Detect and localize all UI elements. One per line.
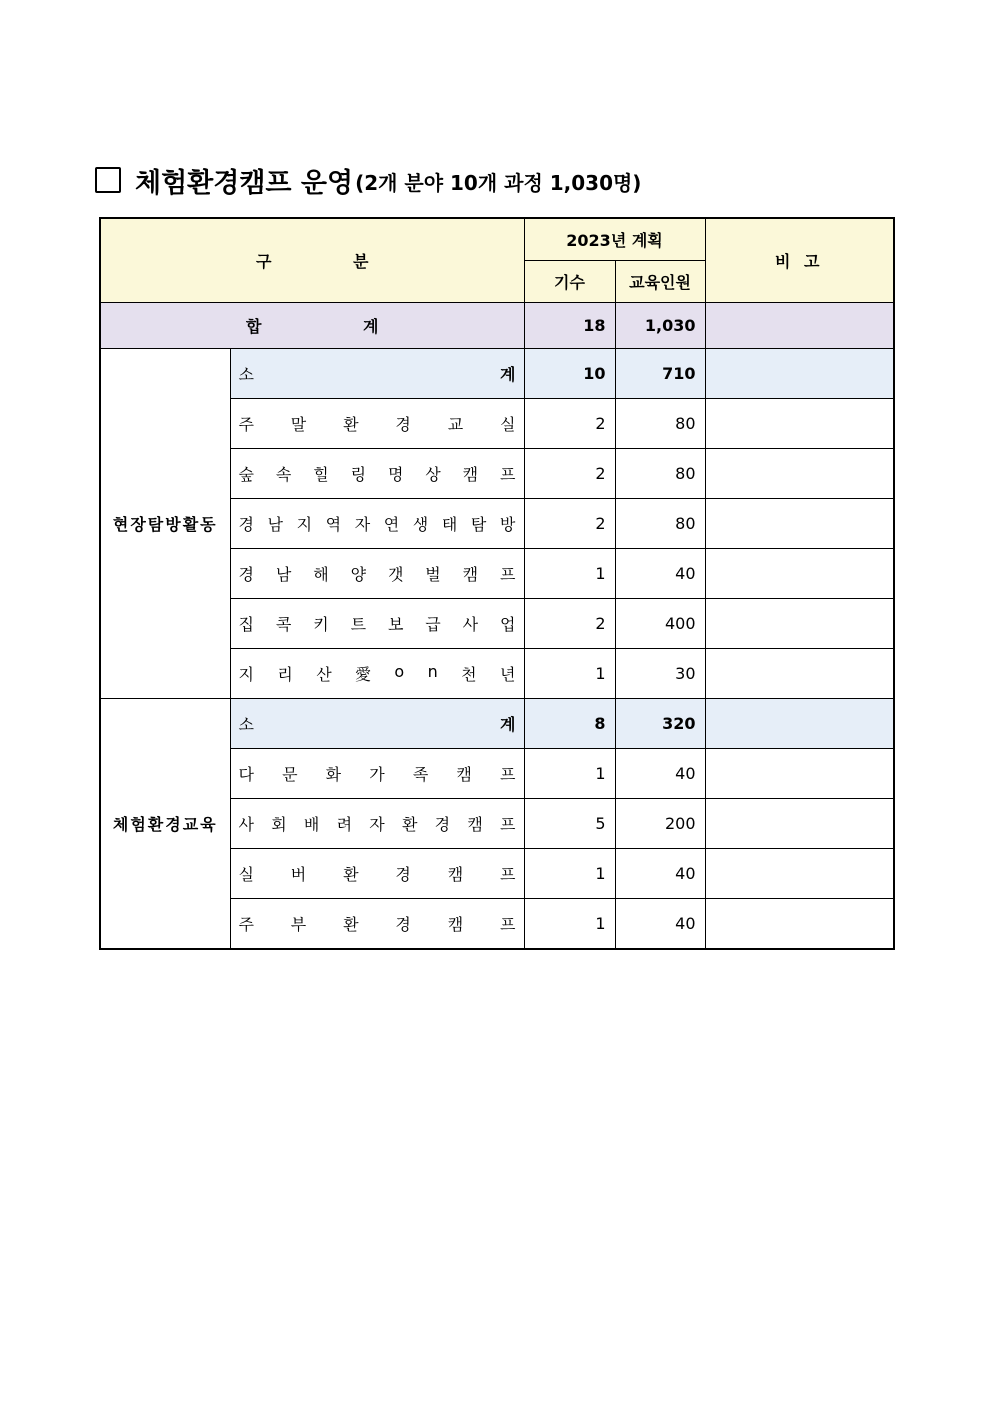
program-name-char: 환 — [343, 865, 359, 884]
program-sessions: 2 — [524, 449, 615, 499]
program-sessions: 5 — [524, 799, 615, 849]
program-name-char: 프 — [500, 815, 516, 834]
program-name — [230, 649, 524, 699]
program-name — [230, 449, 524, 499]
program-name-text — [231, 612, 524, 635]
program-sessions: 1 — [524, 749, 615, 799]
program-name-char: 경 — [434, 815, 451, 834]
program-name-char: 화 — [325, 765, 342, 784]
program-remarks — [705, 449, 894, 499]
subtotal-trainees: 710 — [615, 349, 705, 399]
subtotal-label-left: 소 — [238, 365, 254, 384]
subtotal-label — [230, 699, 524, 749]
program-sessions: 1 — [524, 649, 615, 699]
page-title: 체험환경캠프 운영 — [135, 167, 354, 199]
subtotal-trainees: 320 — [615, 699, 705, 749]
program-name-char: 실 — [238, 865, 254, 884]
program-name-char: 사 — [238, 815, 254, 834]
program-name-text — [231, 862, 524, 885]
program-name-char: 리 — [277, 665, 293, 684]
camp-plan-table — [99, 217, 895, 950]
program-name-char: 말 — [290, 415, 307, 434]
program-name-char: 경 — [395, 865, 411, 884]
program-name-char: 회 — [271, 815, 287, 834]
program-name-text — [231, 512, 524, 535]
program-trainees: 40 — [615, 749, 705, 799]
program-name-char: 연 — [383, 515, 400, 534]
program-name-char: 족 — [412, 765, 429, 784]
program-name-char: 집 — [238, 615, 254, 634]
program-name-char: 자 — [354, 515, 371, 534]
program-remarks — [705, 749, 894, 799]
program-trainees: 40 — [615, 899, 705, 950]
program-name-char: 환 — [401, 815, 418, 834]
total-label: 합 계 — [100, 303, 524, 349]
program-name-char: 프 — [500, 565, 516, 584]
program-name-char: 경 — [238, 515, 254, 534]
program-name-char: 방 — [499, 515, 516, 534]
program-name — [230, 549, 524, 599]
program-sessions: 2 — [524, 399, 615, 449]
subtotal-sessions: 8 — [524, 699, 615, 749]
program-remarks — [705, 799, 894, 849]
program-name-char: 캠 — [462, 565, 479, 584]
program-name-char: 남 — [275, 565, 292, 584]
program-sessions: 2 — [524, 499, 615, 549]
program-name-char: 남 — [267, 515, 284, 534]
program-name — [230, 799, 524, 849]
program-trainees: 80 — [615, 399, 705, 449]
program-name-char: 프 — [499, 765, 516, 784]
program-name-char: 프 — [500, 465, 516, 484]
program-trainees: 80 — [615, 499, 705, 549]
header-plan-2023: 2023년 계획 — [524, 218, 705, 261]
program-name-char: 愛 — [355, 665, 372, 684]
program-name-text — [231, 462, 524, 485]
total-trainees: 1,030 — [615, 303, 705, 349]
program-remarks — [705, 849, 894, 899]
program-remarks — [705, 649, 894, 699]
program-name-char: 캠 — [462, 465, 479, 484]
program-sessions: 1 — [524, 549, 615, 599]
program-name-text — [231, 412, 524, 435]
program-sessions: 1 — [524, 899, 615, 950]
program-trainees: 30 — [615, 649, 705, 699]
program-name-char: 려 — [336, 815, 353, 834]
subtotal-remarks — [705, 349, 894, 399]
program-name-char: 업 — [500, 615, 516, 634]
checkbox-icon — [95, 167, 121, 193]
program-name-char: 키 — [313, 615, 329, 634]
program-name-text — [231, 812, 524, 835]
program-name-char: 콕 — [275, 615, 292, 634]
program-trainees: 200 — [615, 799, 705, 849]
header-sessions: 기수 — [524, 261, 615, 303]
program-sessions: 1 — [524, 849, 615, 899]
program-trainees: 40 — [615, 849, 705, 899]
subtotal-label-left: 소 — [238, 715, 254, 734]
header-trainees: 교육인원 — [615, 261, 705, 303]
program-name-char: 프 — [499, 915, 516, 934]
total-row — [100, 303, 894, 349]
program-name-char: 양 — [350, 565, 367, 584]
program-name-char: 힐 — [313, 465, 329, 484]
program-name-char: 벌 — [425, 565, 441, 584]
program-name — [230, 899, 524, 950]
program-name-char: 경 — [395, 915, 411, 934]
program-name-char: 주 — [238, 415, 254, 434]
program-name-char: 사 — [462, 615, 479, 634]
program-remarks — [705, 399, 894, 449]
program-trainees: 80 — [615, 449, 705, 499]
program-name-char: 배 — [303, 815, 320, 834]
program-name-char: 실 — [499, 415, 516, 434]
program-name-char: 탐 — [470, 515, 487, 534]
subtotal-row — [100, 699, 894, 749]
program-remarks — [705, 549, 894, 599]
program-name-text — [231, 562, 524, 585]
program-name-text — [231, 912, 524, 935]
program-remarks — [705, 599, 894, 649]
program-name-char: 부 — [290, 915, 307, 934]
program-name — [230, 599, 524, 649]
program-name-char: 프 — [499, 865, 516, 884]
program-name-char: 산 — [316, 665, 332, 684]
program-name-char: 자 — [369, 815, 385, 834]
total-sessions: 18 — [524, 303, 615, 349]
program-name-char: 급 — [425, 615, 441, 634]
program-name-char: 속 — [275, 465, 292, 484]
section-heading — [95, 160, 641, 200]
program-name-char: 주 — [238, 915, 254, 934]
subtotal-sessions: 10 — [524, 349, 615, 399]
subtotal-label-right: 계 — [500, 365, 516, 384]
program-name-char: 캠 — [447, 915, 464, 934]
program-sessions: 2 — [524, 599, 615, 649]
program-name-char: 다 — [238, 765, 254, 784]
program-name — [230, 499, 524, 549]
program-name-char: 경 — [238, 565, 254, 584]
program-name-char: 버 — [290, 865, 307, 884]
program-name-char: 천 — [461, 665, 477, 684]
program-name-char: 경 — [395, 415, 411, 434]
program-name-char: 갯 — [387, 565, 404, 584]
group-name: 체험환경교육 — [100, 699, 230, 950]
program-name-char: 지 — [238, 665, 254, 684]
program-name-char: 상 — [425, 465, 441, 484]
header-row — [100, 218, 894, 261]
subtotal-remarks — [705, 699, 894, 749]
program-name — [230, 399, 524, 449]
program-name-char: 캠 — [447, 865, 464, 884]
program-name-char: 캠 — [467, 815, 483, 834]
program-name — [230, 749, 524, 799]
program-name-char: 생 — [412, 515, 429, 534]
group-name: 현장탐방활동 — [100, 349, 230, 699]
program-name-text — [231, 662, 524, 685]
program-name-char: 환 — [343, 915, 359, 934]
program-name-char: o — [394, 662, 405, 681]
program-name — [230, 849, 524, 899]
program-name-char: 숲 — [238, 465, 254, 484]
subtotal-label — [230, 349, 524, 399]
program-name-char: 지 — [296, 515, 313, 534]
subtotal-row — [100, 349, 894, 399]
program-name-char: 캠 — [456, 765, 472, 784]
header-remarks: 비 고 — [705, 218, 894, 303]
program-name-char: 보 — [387, 615, 404, 634]
program-name-text — [231, 762, 524, 785]
page-subtitle: (2개 분야 10개 과정 1,030명) — [355, 170, 642, 195]
program-name-char: n — [427, 662, 438, 681]
subtotal-label-right: 계 — [500, 715, 516, 734]
program-trainees: 400 — [615, 599, 705, 649]
program-name-char: 가 — [369, 765, 385, 784]
program-trainees: 40 — [615, 549, 705, 599]
program-name-char: 역 — [325, 515, 342, 534]
program-name-char: 환 — [343, 415, 359, 434]
header-category: 구 분 — [100, 218, 524, 303]
program-remarks — [705, 899, 894, 950]
program-name-char: 해 — [313, 565, 329, 584]
program-name-char: 태 — [441, 515, 458, 534]
program-name-char: 년 — [499, 665, 516, 684]
program-name-char: 링 — [350, 465, 367, 484]
total-remarks — [705, 303, 894, 349]
program-name-char: 문 — [282, 765, 298, 784]
program-name-char: 명 — [387, 465, 404, 484]
program-name-char: 교 — [447, 415, 464, 434]
program-name-char: 트 — [350, 615, 367, 634]
program-remarks — [705, 499, 894, 549]
